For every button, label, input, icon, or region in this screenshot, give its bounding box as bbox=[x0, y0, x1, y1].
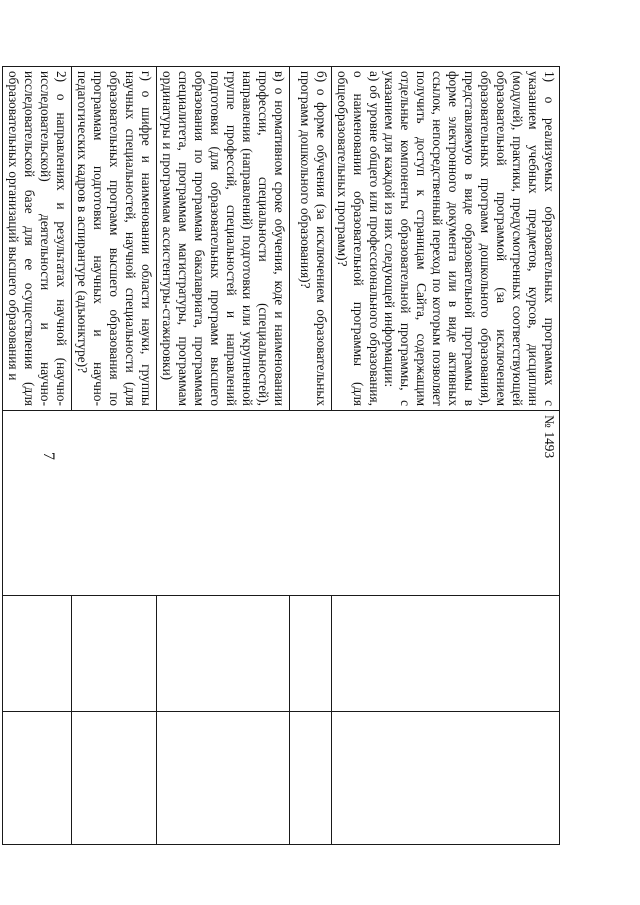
reference-cell bbox=[3, 411, 560, 596]
requirements-table bbox=[2, 66, 560, 845]
reference-text: № 1493 bbox=[542, 415, 557, 459]
page-number: 7 bbox=[40, 452, 57, 460]
question-cell bbox=[289, 67, 331, 411]
question-text: б) о форме обучения (за исключением образовательных программ дошкольного образования)? bbox=[297, 71, 329, 406]
question-cell bbox=[157, 67, 290, 411]
empty-cell bbox=[289, 596, 331, 712]
table-row bbox=[331, 67, 559, 845]
question-cell bbox=[3, 67, 72, 411]
empty-cell bbox=[289, 712, 331, 845]
question-text: г) о шифре и наименовании области науки, группы научных специальностей, научной специальности (для образовательных программ высшего образования по программам подготовки научных и научно-педагогических кадров в аспирантуре (адъюнктуре)? bbox=[75, 71, 155, 406]
empty-cell bbox=[331, 596, 559, 712]
question-cell bbox=[331, 67, 559, 411]
empty-cell bbox=[3, 596, 72, 712]
empty-cell bbox=[157, 712, 290, 845]
question-text: 1) о реализуемых образовательных программах с указанием учебных предметов, курсов, дисциплин (модулей), практики, предусмотренных соответствующей образовательной программой (за исключением образовательных программ дошкольного образования), представляемую в виде образовательной программы в форме электронного документа или в виде активных ссылок, непосредственный переход по которым позволяет получить доступ к страницам Сайта, содержащим отдельные компоненты образовательной программы, с указанием для каждой из них следующей информации: а) об уровне общего или профессионального образования, о наименовании образовательной программы (для общеобразовательных программ)? bbox=[334, 71, 557, 406]
question-text: 2) о направлениях и результатах научной (научно-исследовательской) деятельности и научно-исследовательской базе для ее осуществления (для образовательных организаций высшего образования и bbox=[6, 71, 70, 406]
question-cell bbox=[72, 67, 157, 411]
empty-cell bbox=[72, 712, 157, 845]
empty-cell bbox=[157, 596, 290, 712]
question-text: в) о нормативном сроке обучения, коде и наименовании профессии, специальности (специальностей), направления (направлений) подготовки или укрупненной группе профессий, специальностей и направлений подготовки (для образовательных программ высшего образования по программам бакалавриата, программам специалитета, программам магистратуры, программам ординатуры и программам ассистентуры-стажировки) bbox=[159, 71, 287, 406]
empty-cell bbox=[3, 712, 72, 845]
rotated-page bbox=[6, 66, 560, 844]
empty-cell bbox=[72, 596, 157, 712]
empty-cell bbox=[331, 712, 559, 845]
